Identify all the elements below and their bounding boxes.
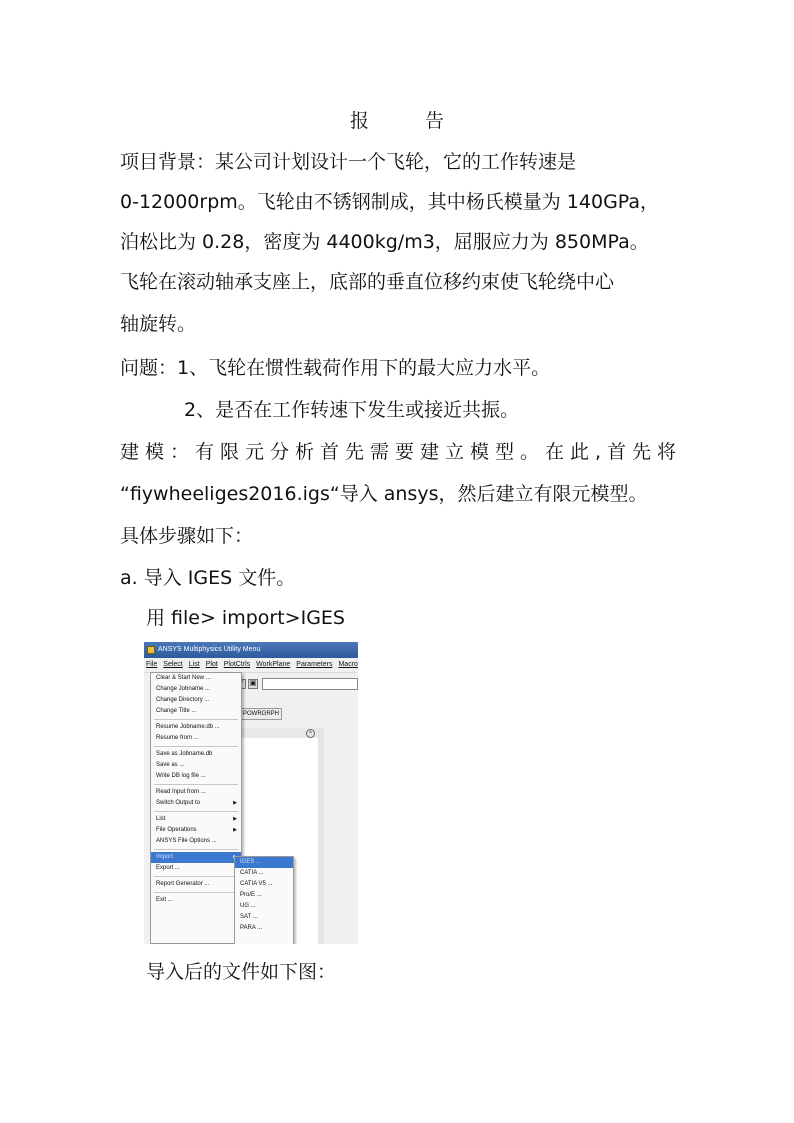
document-title: 报告 — [349, 110, 500, 132]
menubar — [144, 658, 358, 673]
menu-item-file-operations[interactable] — [151, 825, 241, 836]
question-2: 2、是否在工作转速下发生或接近共振。 — [184, 399, 520, 421]
menu-item-write-db-log[interactable]: Write DB log file ... — [156, 773, 206, 779]
menu-separator — [154, 784, 238, 785]
modeling-line-3: 具体步骤如下： — [120, 525, 254, 547]
menu-item-save-as-jobname[interactable]: Save as Jobname.db — [156, 751, 213, 757]
modeling-line-1: 建模：有限元分析首先需要建立模型。在此,首先将 — [120, 441, 676, 463]
menu-item-report-generator[interactable]: Report Generator ... — [156, 881, 210, 887]
menu-item-ansys-file-options[interactable]: ANSYS File Options ... — [156, 838, 217, 844]
window-title: ANSYS Multiphysics Utility Menu — [158, 646, 261, 653]
command-input[interactable] — [262, 678, 358, 690]
menu-workplane[interactable]: WorkPlane — [256, 661, 291, 668]
menu-separator — [154, 811, 238, 812]
menu-list[interactable]: List — [188, 661, 200, 668]
background-line-2: 0-12000rpm。飞轮由不锈钢制成，其中杨氏模量为 140GPa， — [120, 191, 660, 213]
modeling-line-2: “fiywheeliges2016.igs“导入 ansys，然后建立有限元模型。 — [120, 483, 648, 505]
submenu-arrow-icon: ▶ — [233, 827, 237, 833]
menu-item-label: List — [156, 816, 166, 822]
menu-item-change-directory[interactable]: Change Directory ... — [156, 697, 210, 703]
menu-item-exit[interactable]: Exit ... — [156, 897, 173, 903]
menu-separator — [154, 849, 238, 850]
menu-item-change-title[interactable]: Change Title ... — [156, 708, 197, 714]
menu-item-list[interactable] — [151, 814, 241, 825]
menu-item-export[interactable]: Export ... — [156, 865, 181, 871]
vertical-scrollbar[interactable] — [318, 728, 324, 944]
menu-select[interactable]: Select — [163, 661, 183, 668]
background-line-4: 飞轮在滚动轴承支座上，底部的垂直位移约束使飞轮绕中心 — [120, 271, 615, 293]
menu-separator — [154, 719, 238, 720]
background-line-3: 泊松比为 0.28，密度为 4400kg/m3，屈服应力为 850MPa。 — [120, 231, 649, 253]
menu-item-change-jobname[interactable]: Change Jobname ... — [156, 686, 211, 692]
close-icon[interactable]: × — [306, 729, 315, 738]
menu-item-label: File Operations — [156, 827, 197, 833]
background-line-1: 项目背景：某公司计划设计一个飞轮，它的工作转速是 — [120, 151, 577, 173]
menu-item-resume-from[interactable]: Resume from ... — [156, 735, 199, 741]
submenu-arrow-icon: ▶ — [233, 800, 237, 806]
menu-item-switch-output[interactable] — [151, 798, 241, 809]
menu-item-label: Import — [156, 854, 174, 860]
submenu-item-ug[interactable]: UG ... — [240, 903, 256, 909]
menu-separator — [154, 892, 238, 893]
question-1: 问题：1、飞轮在惯性载荷作用下的最大应力水平。 — [120, 357, 551, 379]
import-submenu — [234, 856, 294, 944]
menu-file[interactable]: File — [146, 661, 158, 668]
submenu-arrow-icon: ▶ — [233, 816, 237, 822]
submenu-item-sat[interactable]: SAT ... — [240, 914, 258, 920]
ansys-screenshot — [144, 642, 358, 944]
menu-item-label: Switch Output to — [156, 800, 201, 806]
powrgrph-button[interactable]: POWRGRPH — [240, 708, 282, 720]
step-a-detail: 用 file> import>IGES — [146, 607, 345, 629]
menu-plotctrls[interactable]: PlotCtrls — [223, 661, 251, 668]
menu-parameters[interactable]: Parameters — [296, 661, 333, 668]
window-titlebar — [144, 642, 358, 658]
graph-icon[interactable]: ▣ — [249, 680, 257, 687]
menu-separator — [154, 746, 238, 747]
submenu-item-catia[interactable]: CATIA ... — [240, 870, 264, 876]
toolbar — [234, 678, 358, 692]
submenu-item-para[interactable]: PARA ... — [240, 925, 263, 931]
menu-macro[interactable]: Macro — [338, 661, 358, 668]
submenu-item-iges[interactable]: IGES ... — [235, 857, 293, 868]
menu-item-import[interactable] — [151, 852, 241, 863]
menu-separator — [154, 876, 238, 877]
menu-item-clear-start-new[interactable]: Clear & Start New ... — [156, 675, 211, 681]
menu-plot[interactable]: Plot — [205, 661, 218, 668]
file-menu — [150, 672, 242, 944]
submenu-item-proe[interactable]: Pro/E ... — [240, 892, 262, 898]
ansys-app-icon — [147, 646, 155, 654]
menu-item-save-as[interactable]: Save as ... — [156, 762, 185, 768]
menu-item-read-input[interactable]: Read Input from ... — [156, 789, 206, 795]
menu-item-resume-jobname[interactable]: Resume Jobname.db ... — [156, 724, 220, 730]
background-line-5: 轴旋转。 — [120, 313, 197, 335]
after-image-caption: 导入后的文件如下图： — [146, 961, 337, 983]
step-a: a. 导入 IGES 文件。 — [120, 567, 296, 589]
submenu-item-catia-v5[interactable]: CATIA V5 ... — [240, 881, 273, 887]
